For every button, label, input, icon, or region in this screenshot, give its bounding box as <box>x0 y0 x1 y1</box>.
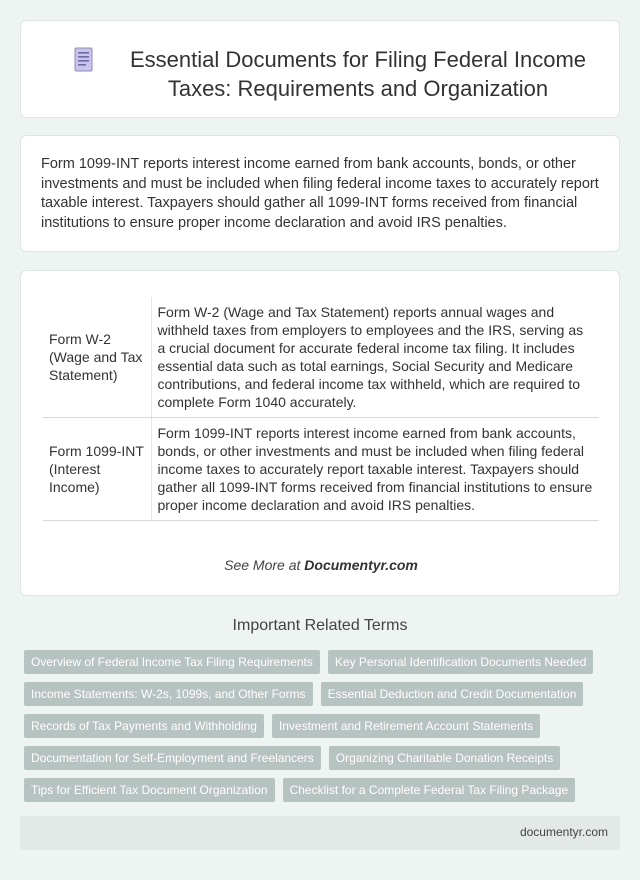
see-more-prefix: See More at <box>224 557 305 573</box>
page-title: Essential Documents for Filing Federal Income Taxes: Requirements and Organization <box>129 47 587 101</box>
document-name: Form W-2 (Wage and Tax Statement) <box>43 297 151 418</box>
see-more-site: Documentyr.com <box>304 557 418 573</box>
documents-table <box>43 297 599 521</box>
related-term-tag[interactable]: Essential Deduction and Credit Documentation <box>321 682 584 706</box>
footer <box>20 816 620 850</box>
related-term-tag[interactable]: Documentation for Self-Employment and Freelancers <box>24 746 321 770</box>
summary-paragraph: Form 1099-INT reports interest income earned from bank accounts, bonds, or other investments and must be included when filing federal income taxes to accurately report taxable interest. Taxpayers should gather all 1099-INT forms received from financial institutions to ensure proper income declaration and avoid IRS penalties. <box>41 156 599 231</box>
related-term-tag[interactable]: Key Personal Identification Documents Needed <box>328 650 593 674</box>
related-term-tag[interactable]: Checklist for a Complete Federal Tax Filing Package <box>283 778 576 802</box>
summary-card <box>20 135 620 252</box>
related-term-tag[interactable]: Records of Tax Payments and Withholding <box>24 714 264 738</box>
related-term-tag[interactable]: Investment and Retirement Account Statements <box>272 714 540 738</box>
footer-site-link[interactable]: documentyr.com <box>519 825 608 839</box>
document-description: Form 1099-INT reports interest income earned from bank accounts, bonds, or other investments and must be included when filing federal income taxes to accurately report taxable interest. Taxpayers should gather all 1099-INT forms received from financial institutions to ensure proper income declaration and avoid IRS penalties. <box>151 418 599 521</box>
related-terms-heading: Important Related Terms <box>232 617 408 634</box>
document-name: Form 1099-INT (Interest Income) <box>43 418 151 521</box>
table-row <box>43 418 599 521</box>
table-row <box>43 297 599 418</box>
related-term-tag[interactable]: Overview of Federal Income Tax Filing Requirements <box>24 650 320 674</box>
title-card <box>20 20 620 118</box>
see-more-link[interactable] <box>21 557 621 573</box>
related-term-tag[interactable]: Tips for Efficient Tax Document Organization <box>24 778 275 802</box>
document-description: Form W-2 (Wage and Tax Statement) reports annual wages and withheld taxes from employers to employees and the IRS, serving as a crucial document for accurate federal income tax filing. It includes essential data such as total earnings, Social Security and Medicare contributions, and federal income tax withheld, which are required to complete Form 1040 accurately. <box>151 297 599 418</box>
table-card <box>20 270 620 596</box>
related-term-tag[interactable]: Income Statements: W-2s, 1099s, and Other Forms <box>24 682 313 706</box>
related-term-tag[interactable]: Organizing Charitable Donation Receipts <box>329 746 560 770</box>
related-terms-list <box>24 650 624 810</box>
